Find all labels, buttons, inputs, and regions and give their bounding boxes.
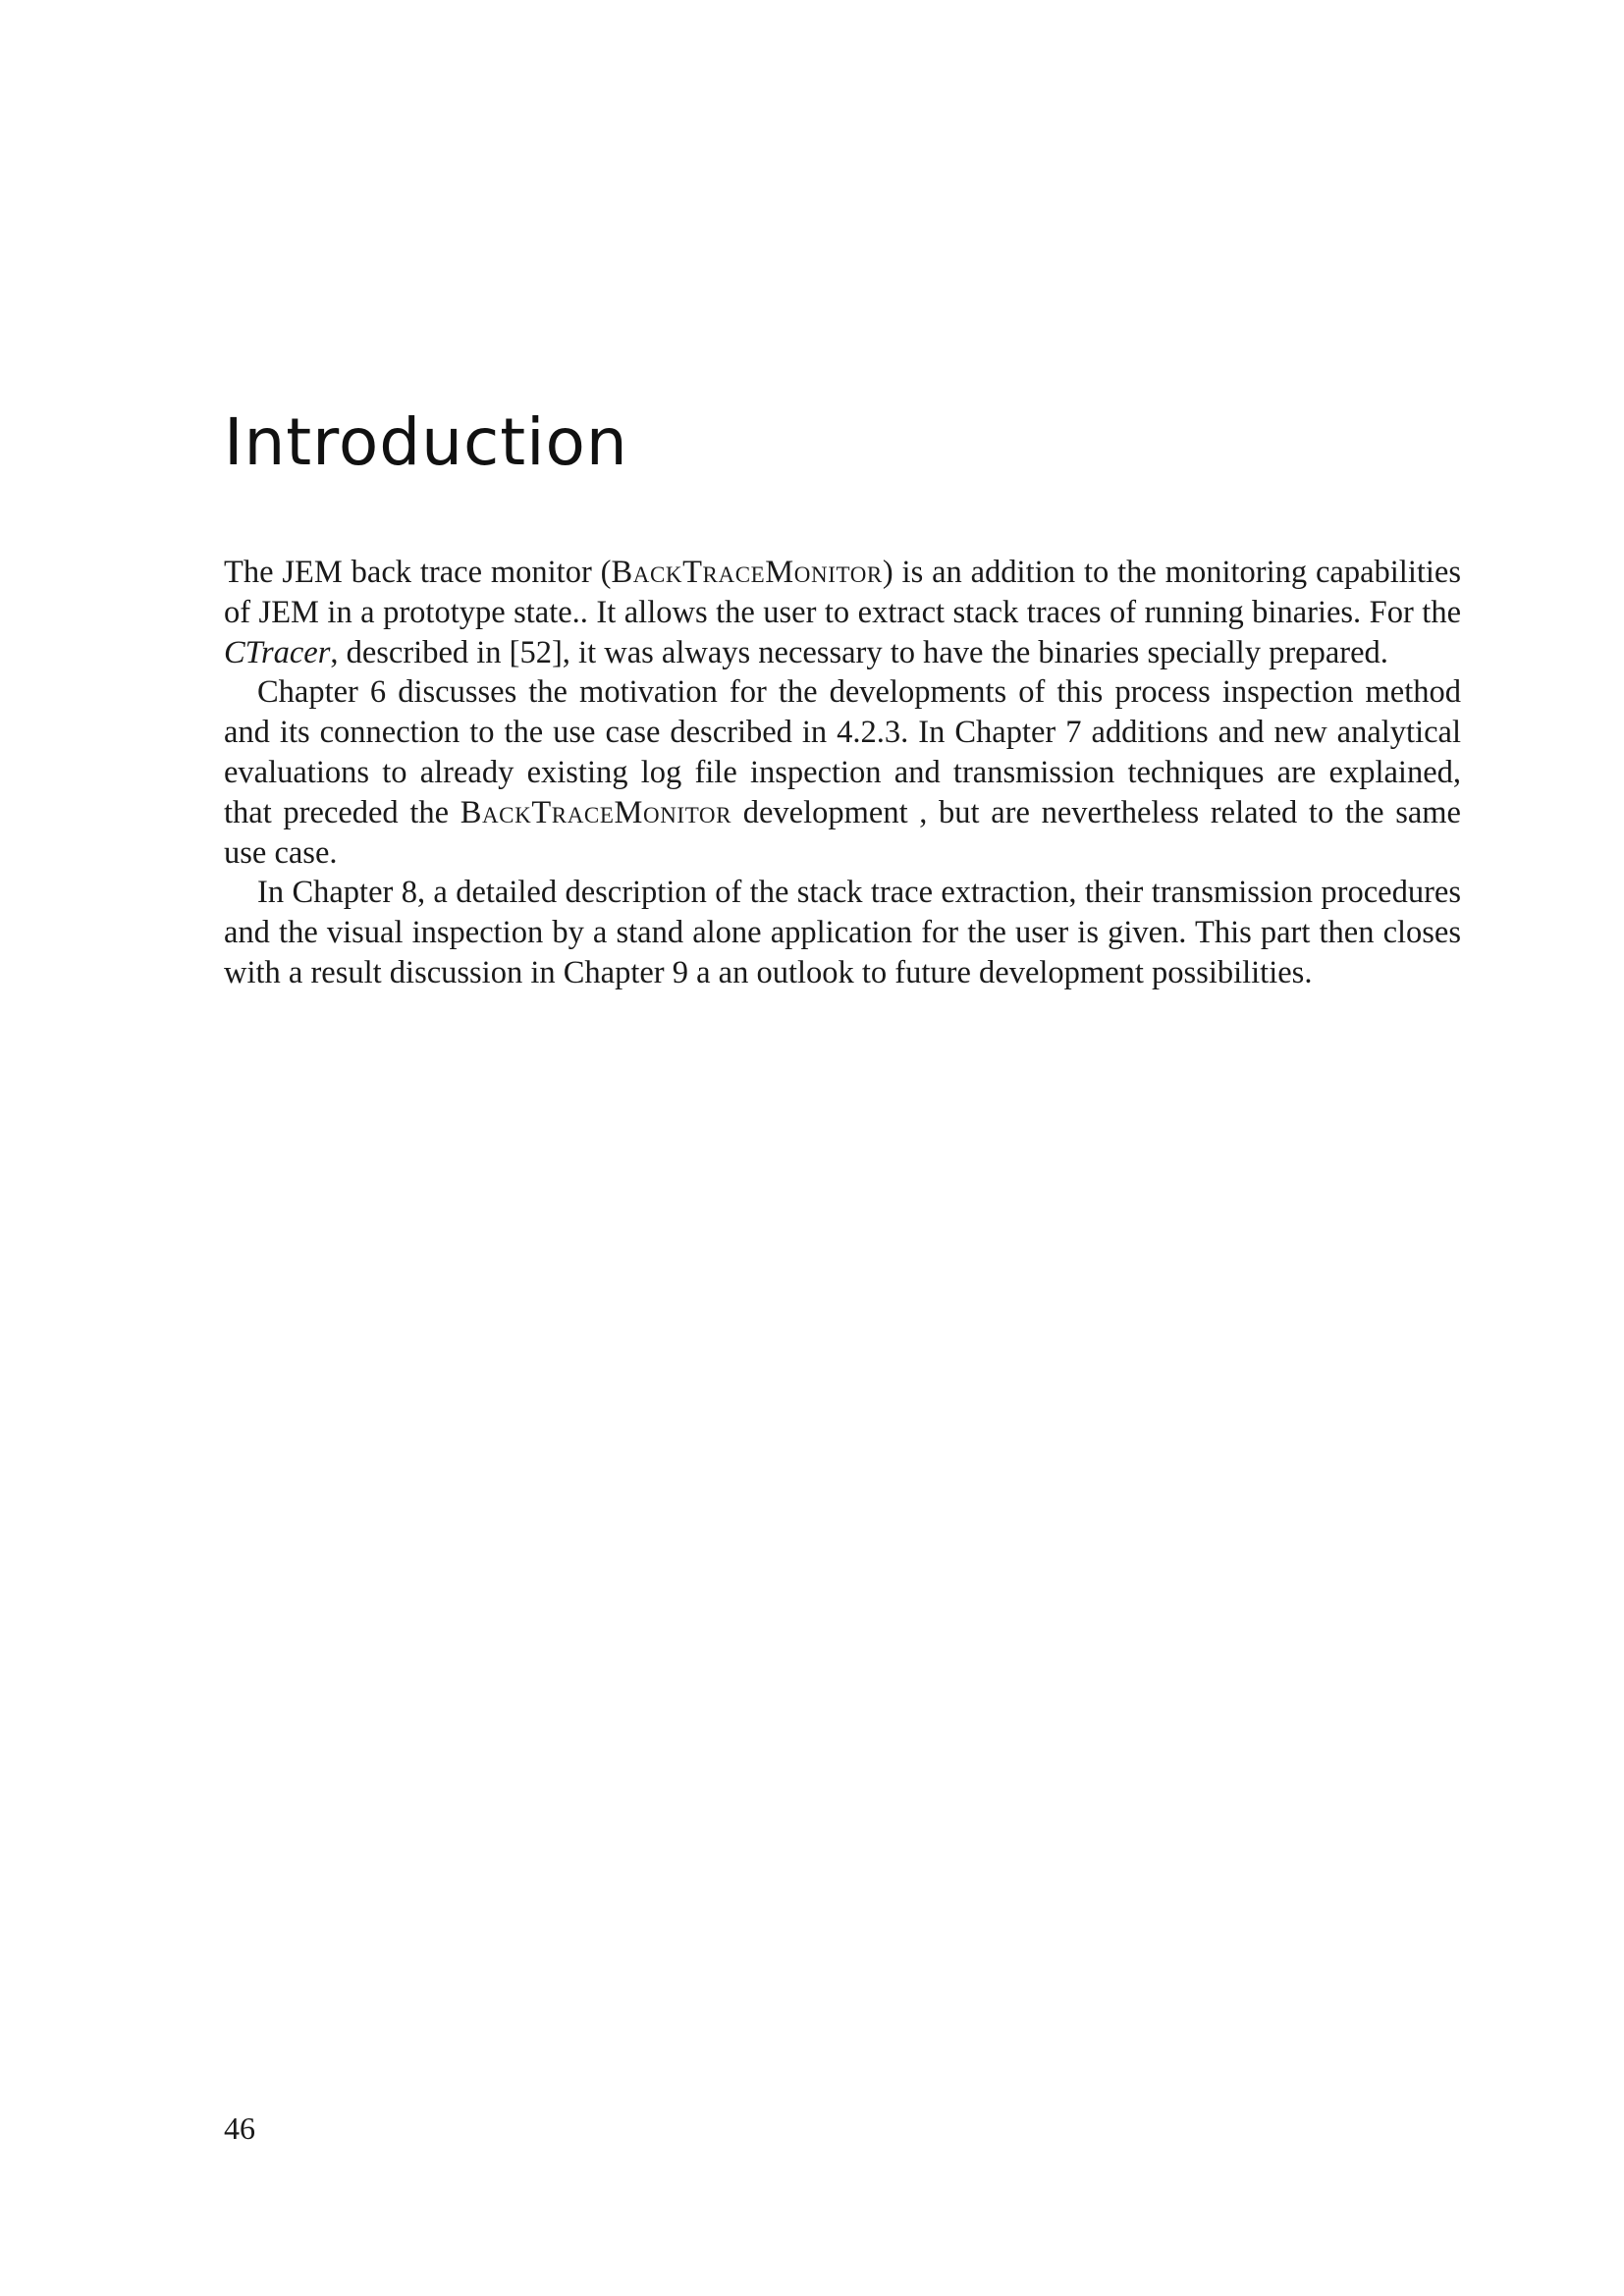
paragraph-1 xyxy=(224,553,1461,672)
ctracer-term: CTracer xyxy=(224,634,331,670)
page-number: 46 xyxy=(224,2110,255,2146)
paragraph-1-text: , described in [52], it was always necessary to have the binaries specially prepared. xyxy=(330,634,1388,670)
backtracemonitor-term: BackTraceMonitor xyxy=(460,794,732,830)
paragraph-1-text: ) is an addition to the monitoring capabilities of JEM in a prototype state.. It allows the user to extract stack traces of running binaries. For the xyxy=(224,555,1462,630)
paragraph-2-text: development , but are nevertheless related to the same use case. xyxy=(224,794,1461,871)
body-text xyxy=(224,553,1461,993)
chapter-title: Introduction xyxy=(224,404,628,480)
paragraph-1-text: The JEM back trace monitor ( xyxy=(224,555,612,590)
paragraph-2-text: Chapter 6 discusses the motivation for the developments of this process inspection method and its connection to the use case described in 4.2.3. In Chapter 7 additions and new analytical evaluations to already existing log file inspection and transmission techniques are explained, that preceded the xyxy=(224,674,1461,830)
backtracemonitor-term: BackTraceMonitor xyxy=(611,555,883,590)
paragraph-2 xyxy=(224,672,1461,873)
paragraph-3: In Chapter 8, a detailed description of the stack trace extraction, their transmission procedures and the visual inspection by a stand alone application for the user is given. This part then closes with a result discussion in Chapter 9 a an outlook to future development possibilities. xyxy=(224,875,1461,990)
